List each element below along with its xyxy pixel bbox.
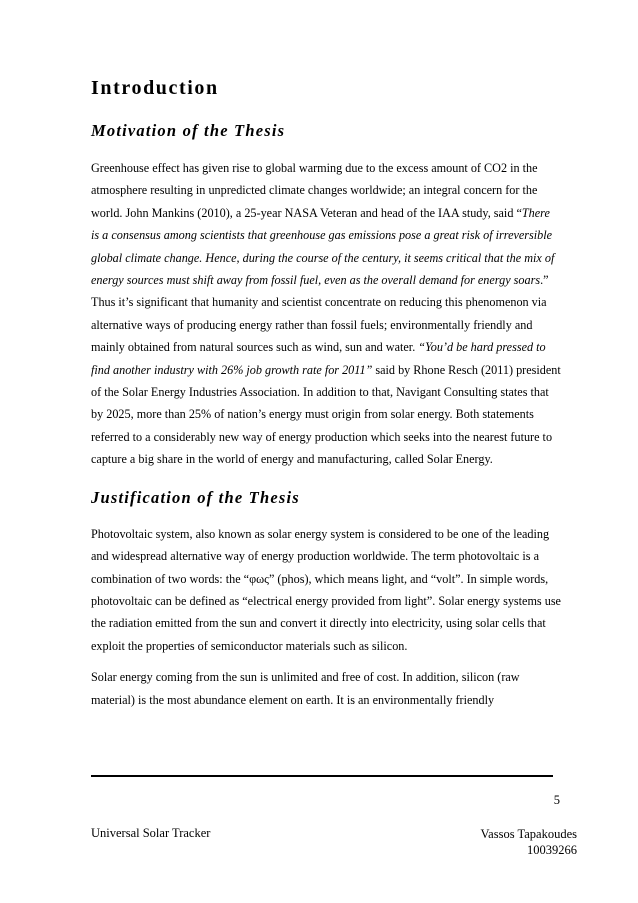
chapter-heading: Introduction	[91, 77, 219, 99]
footer-student-id: 10039266	[527, 843, 577, 857]
motivation-paragraph	[91, 157, 561, 471]
resch-quote: “You’d be hard pressed to find another industry with 26% job growth rate for 2011”	[91, 340, 546, 377]
justification-paragraph-1: Photovoltaic system, also known as solar energy system is considered to be one of the leading and widespread alternative way of energy production worldwide. The term photovoltaic is a combination of two words: the “φως” (phos), which means light, and “volt”. In simple words, photovoltaic can be defined as “electrical energy provided from light”. Solar energy systems use the radiation emitted from the sun and convert it directly into electricity, using solar cells that exploit the properties of semiconductor materials such as silicon.	[91, 526, 561, 653]
footer-author: Vassos Tapakoudes	[480, 827, 577, 841]
motivation-text-2: .” Thus it’s significant that humanity and scientist concentrate on reducing this phenomenon via alternative ways of producing energy rather than fossil fuels; environmentally friendly and mainly obtained from natural sources such as wind, sun and water.	[91, 273, 549, 355]
mankins-quote: There is a consensus among scientists that greenhouse gas emissions pose a great risk of irreversible global climate change. Hence, during the course of the century, it seems critical that the mix of energy sources must shift away from fossil fuel, even as the overall demand for energy soars	[91, 205, 555, 288]
page-number: 5	[553, 793, 560, 807]
motivation-text-3: said by Rhone Resch (2011) president of the Solar Energy Industries Association. In addition to that, Navigant Consulting states that by 2025, more than 25% of nation’s energy must origin from solar energy. Both statements referred to a considerably new way of energy production which seeks into the nearest future to capture a big share in the world of energy and manufacturing, called Solar Energy.	[91, 362, 561, 467]
section-title-justification: Justification of the Thesis	[91, 487, 300, 507]
motivation-text-1: Greenhouse effect has given rise to global warming due to the excess amount of CO2 in the atmosphere resulting in unpredicted climate changes worldwide; an integral concern for the world. John Mankins (2010), a 25-year NASA Veteran and head of the IAA study, said “	[91, 161, 538, 220]
justification-paragraph-2: Solar energy coming from the sun is unlimited and free of cost. In addition, silicon (raw material) is the most abundance element on earth. It is an environmentally friendly	[91, 670, 520, 707]
footer-author-block	[440, 826, 577, 858]
section-title-motivation: Motivation of the Thesis	[91, 121, 286, 140]
footer-title: Universal Solar Tracker	[91, 826, 211, 840]
page-content	[91, 74, 561, 711]
footer-divider	[91, 775, 553, 777]
